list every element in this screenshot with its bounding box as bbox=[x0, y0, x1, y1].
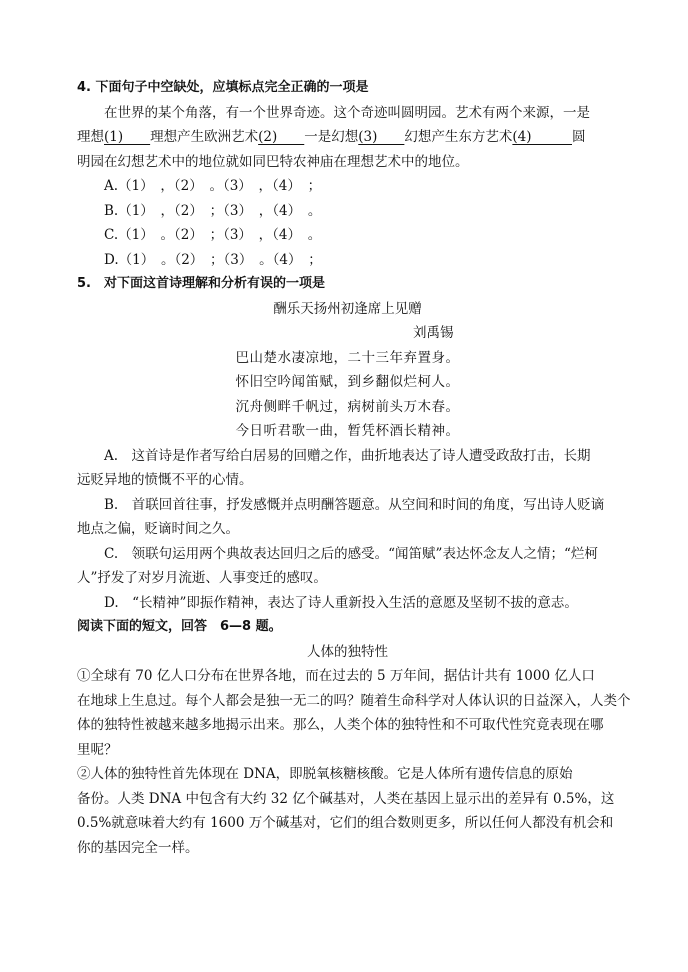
reading-intro: 阅读下面的短文，回答 6—8 题。 bbox=[77, 619, 282, 634]
question-4-option-c: C.（1） 。（2） ；（3） ，（4） 。 bbox=[104, 227, 322, 243]
question-5-option-a-line-1: A. 这首诗是作者写给白居易的回赠之作，曲折地表达了诗人遭受政敌打击，长期 bbox=[104, 447, 591, 464]
blank-1: (1) bbox=[104, 129, 151, 145]
paragraph-2-line-2: 备份。人类 DNA 中包含有大约 32 亿个碱基对，人类在基因上显示出的差异有 0.5%，这 bbox=[77, 790, 615, 807]
question-4-option-d: D.（1） 。（2） ；（3） 。（4） ； bbox=[104, 251, 322, 268]
passage-text: 理想产生欧洲艺术 bbox=[150, 129, 259, 145]
poem-author: 刘禹锡 bbox=[413, 325, 454, 341]
poem-line-4: 今日听君歌一曲，暂凭杯酒长精神。 bbox=[235, 423, 460, 439]
poem-line-1: 巴山楚水凄凉地，二十三年弃置身。 bbox=[235, 349, 460, 366]
paragraph-2-line-1: ②人体的独特性首先体现在 DNA，即脱氧核糖核酸。它是人体所有遗传信息的原始 bbox=[77, 766, 573, 782]
question-5-option-c-line-2: 人”抒发了对岁月流逝、人事变迁的感叹。 bbox=[77, 570, 327, 586]
poem-line-2: 怀旧空吟闻笛赋，到乡翻似烂柯人。 bbox=[235, 374, 460, 390]
poem-line-3: 沉舟侧畔千帆过，病树前头万木春。 bbox=[235, 398, 460, 415]
paragraph-1-line-4: 里呢？ bbox=[77, 741, 118, 758]
paragraph-1-line-2: 在地球上生息过。每个人都会是独一无二的吗？随着生命科学对人体认识的日益深入，人类个 bbox=[77, 692, 631, 709]
passage-text: 理想 bbox=[77, 129, 104, 145]
question-4-option-a: A.（1） ，（2） 。（3） ，（4） ； bbox=[104, 178, 322, 194]
question-4-stem: 4. 下面句子中空缺处，应填标点完全正确的一项是 bbox=[77, 80, 369, 95]
blank-4: (4) bbox=[512, 129, 572, 145]
question-4-passage-line-1: 在世界的某个角落，有一个世界奇迹。这个奇迹叫圆明园。艺术有两个来源，一是 bbox=[104, 104, 590, 121]
blank-2: (2) bbox=[258, 129, 305, 145]
paragraph-2-line-4: 你的基因完全一样。 bbox=[77, 839, 199, 856]
question-5-option-c-line-1: C. 领联句运用两个典故表达回归之后的感受。“闻笛赋”表达怀念友人之情；“烂柯 bbox=[104, 545, 598, 562]
question-5-stem: 5. 对下面这首诗理解和分析有误的一项是 bbox=[77, 276, 325, 291]
blank-3: (3) bbox=[358, 129, 405, 145]
paragraph-1-line-3: 体的独特性被越来越多地揭示出来。那么，人类个体的独特性和不可取代性究竟表现在哪 bbox=[77, 717, 604, 733]
passage-text: 幻想产生东方艺术 bbox=[404, 129, 513, 145]
question-4-passage-line-2 bbox=[77, 125, 618, 150]
passage-text: 圆 bbox=[572, 129, 586, 145]
question-5-option-b-line-1: B. 首联回首往事，抒发感慨并点明酬答题意。从空间和时间的角度，写出诗人贬谪 bbox=[104, 496, 605, 513]
paragraph-1-line-1: ①全球有 70 亿人口分布在世界各地，而在过去的 5 万年间，据估计共有 1000 亿人口 bbox=[77, 668, 595, 684]
question-4-option-b: B.（1） ，（2） ；（3） ，（4） 。 bbox=[104, 202, 322, 219]
question-5-option-d: D. “长精神”即振作精神，表达了诗人重新投入生活的意愿及坚韧不拔的意志。 bbox=[104, 594, 578, 611]
question-5-option-b-line-2: 地点之偏，贬谪时间之久。 bbox=[77, 521, 239, 537]
reading-title: 人体的独特性 bbox=[307, 643, 388, 660]
paragraph-2-line-3: 0.5%就意味着大约有 1600 万个碱基对，它们的组合数则更多，所以任何人都没有机会和 bbox=[77, 815, 614, 831]
passage-text: 一是幻想 bbox=[304, 129, 359, 145]
poem-title: 酬乐天扬州初逢席上见赠 bbox=[273, 300, 422, 317]
question-5-option-a-line-2: 远贬异地的愤慨不平的心情。 bbox=[77, 472, 253, 488]
question-4-passage-line-3: 明园在幻想艺术中的地位就如同巴特农神庙在理想艺术中的地位。 bbox=[77, 153, 469, 170]
